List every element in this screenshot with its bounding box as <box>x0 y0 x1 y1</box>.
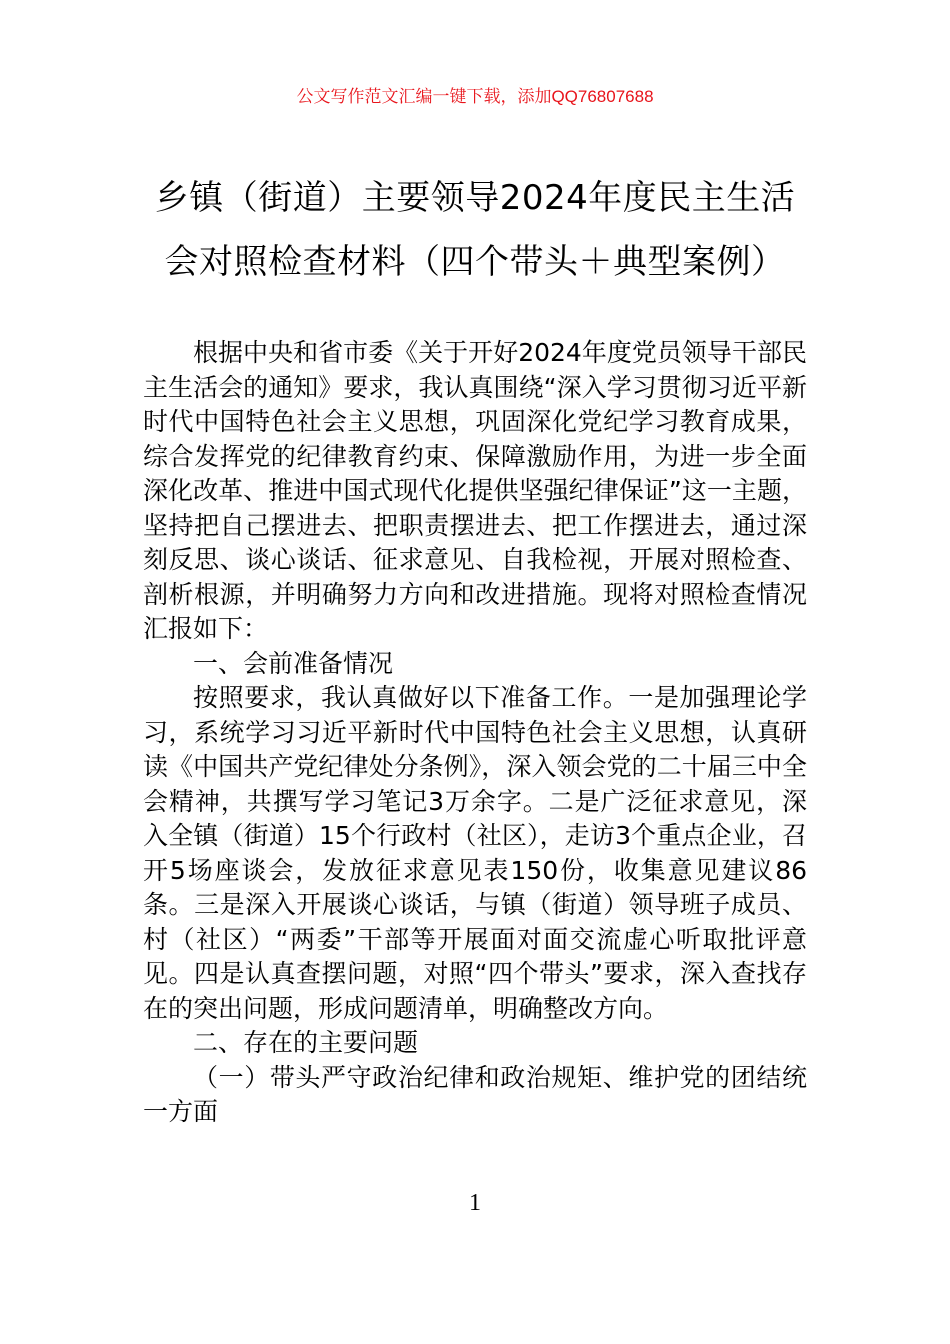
header-promo-note: 公文写作范文汇编一键下载，添加QQ76807688 <box>296 87 654 106</box>
subsection-heading-1: （一）带头严守政治纪律和政治规矩、维护党的团结统一方面 <box>143 1062 807 1126</box>
preparation-paragraph: 按照要求，我认真做好以下准备工作。一是加强理论学习，系统学习习近平新时代中国特色社会主义思想，认真研读《中国共产党纪律处分条例》，深入领会党的二十届三中全会精神，共撰写学习笔记3万余字。二是广泛征求意见，深入全镇（街道）15个行政村（社区），走访3个重点企业，召开5场座谈会，发放征求意见表150份，收集意见建议86条。三是深入开展谈心谈话，与镇（街道）领导班子成员、村（社区）“两委”干部等开展面对面交流虚心听取批评意见。四是认真查摆问题，对照“四个带头”要求，深入查找存在的突出问题，形成问题清单，明确整改方向。 <box>143 683 807 1023</box>
intro-paragraph: 根据中央和省市委《关于开好2024年度党员领导干部民主生活会的通知》要求，我认真围绕“深入学习贯彻习近平新时代中国特色社会主义思想，巩固深化党纪学习教育成果，综合发挥党的纪律教育约束、保障激励作用，为进一步全面深化改革、推进中国式现代化提供坚强纪律保证”这一主题，坚持把自己摆进去、把职责摆进去、把工作摆进去，通过深刻反思、谈心谈话、征求意见、自我检视，开展对照检查、剖析根源，并明确努力方向和改进措施。现将对照检查情况汇报如下： <box>143 338 807 643</box>
title-line-1: 乡镇（街道）主要领导2024年度民主生活 <box>154 178 796 218</box>
document-title <box>140 166 810 294</box>
page-number: 1 <box>469 1190 481 1216</box>
section-heading-problems: 二、存在的主要问题 <box>193 1028 419 1057</box>
section-heading-preparation: 一、会前准备情况 <box>193 648 394 678</box>
title-line-2: 会对照检查材料（四个带头＋典型案例） <box>164 242 786 282</box>
document-body <box>143 336 807 1130</box>
